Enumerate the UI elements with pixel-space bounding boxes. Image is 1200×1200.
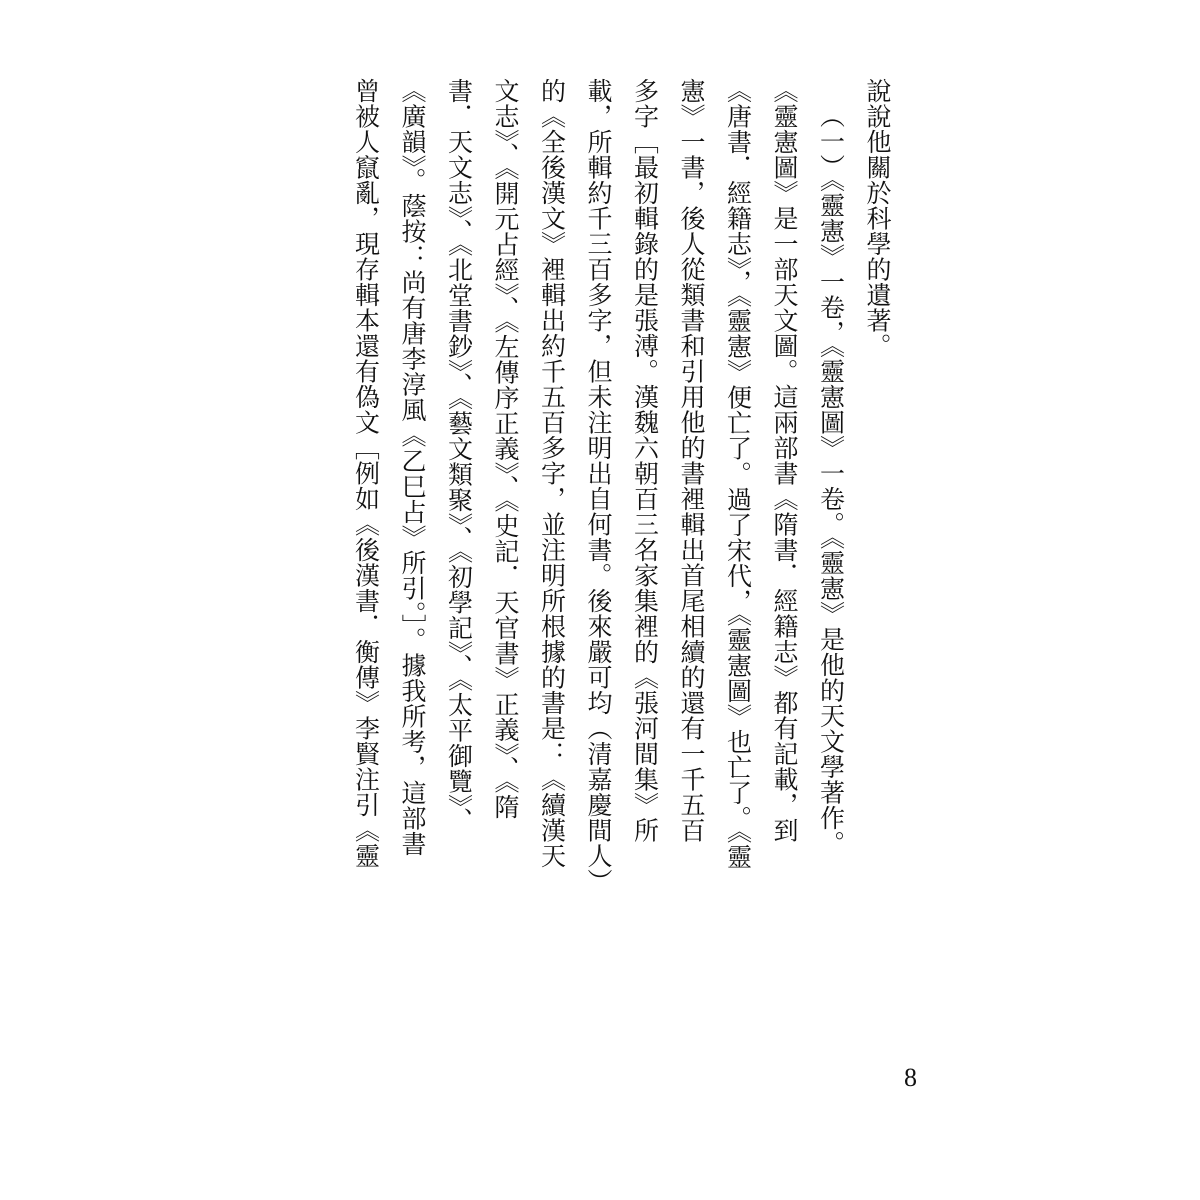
text-column-8: 的《全後漢文》裡輯出約千五百多字，並注明所根據的書是：《續漢天 [537, 78, 567, 869]
text-column-2: （一）《靈憲》一卷，《靈憲圖》一卷。《靈憲》是他的天文學著作。 [816, 103, 846, 856]
text-column-5: 憲》一書，後人從類書和引用他的書裡輯出首尾相續的還有一千五百 [677, 78, 706, 843]
page-number: 8 [904, 1063, 917, 1092]
text-column-1: 說說他關於科學的遺著。 [863, 78, 892, 359]
text-column-12: 曾被人竄亂，現存輯本還有偽文［例如《後漢書．衡傳》李賢注引《靈 [351, 78, 381, 869]
text-column-10: 書．天文志》、《北堂書鈔》、《藝文類聚》、《初學記》、《太平御覽》、 [444, 78, 474, 833]
vertical-text-block [342, 78, 900, 894]
text-column-4: 《唐書．經籍志》，《靈憲》便亡了。過了宋代，《靈憲圖》也亡了。《靈 [723, 78, 753, 870]
text-column-6: 多字［最初輯錄的是張溥。漢魏六朝百三名家集裡的《張河間集》所 [630, 78, 660, 843]
text-column-3: 《靈憲圖》是一部天文圖。這兩部書《隋書．經籍志》都有記載，到 [770, 78, 799, 843]
text-column-9: 文志》、《開元占經》、《左傳序正義》、《史記．天官書》正義》、《隋 [491, 78, 520, 820]
text-column-11: 《廣韻》。蔭按：尚有唐李淳風《乙巳占》所引。］。據我所考，這部書 [398, 78, 427, 857]
text-column-7: 載，所輯約千三百多字，但未注明出自何書。後來嚴可均（清嘉慶間人） [584, 78, 613, 894]
